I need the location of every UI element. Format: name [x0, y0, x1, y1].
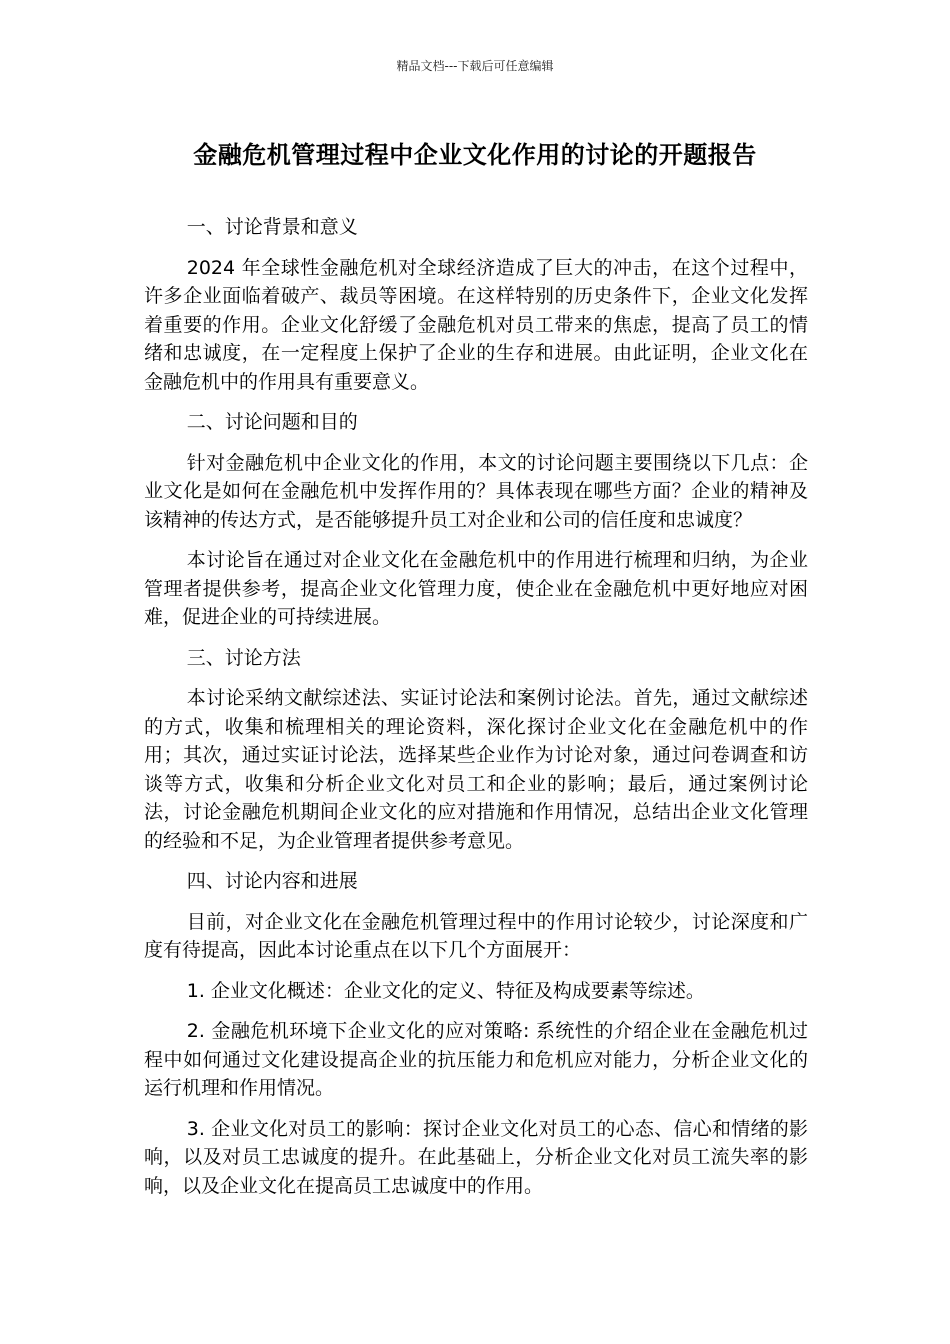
- paragraph-content-intro: 目前，对企业文化在金融危机管理过程中的作用讨论较少，讨论深度和广度有待提高，因此本讨论重点在以下几个方面展开：: [144, 910, 808, 961]
- list-item: 2. 金融危机环境下企业文化的应对策略: 系统性的介绍企业在金融危机过程中如何通过文化建设提高企业的抗压能力和危机应对能力，分析企业文化的运行机理和作用情况。: [144, 1020, 808, 1099]
- paragraph-questions: 针对金融危机中企业文化的作用，本文的讨论问题主要围绕以下几点：企业文化是如何在金融危机中发挥作用的？具体表现在哪些方面？企业的精神及该精神的传达方式，是否能够提升员工对企业和公司的信任度和忠诚度？: [144, 451, 808, 531]
- list-item: 1. 企业文化概述：企业文化的定义、特征及构成要素等综述。: [186, 979, 705, 1002]
- paragraph-methods: 本讨论采纳文献综述法、实证讨论法和案例讨论法。首先，通过文献综述的方式，收集和梳理相关的理论资料，深化探讨企业文化在金融危机中的作用；其次，通过实证讨论法，选择某些企业作为讨论对象，通过问卷调查和访谈等方式，收集和分析企业文化对员工和企业的影响；最后，通过案例讨论法，讨论金融危机期间企业文化的应对措施和作用情况，总结出企业文化管理的经验和不足，为企业管理者提供参考意见。: [144, 687, 808, 852]
- document-body: [144, 213, 808, 1212]
- page-title: 金融危机管理过程中企业文化作用的讨论的开题报告: [193, 141, 757, 169]
- paragraph-background: 2024 年全球性金融危机对全球经济造成了巨大的冲击，在这个过程中，许多企业面临着破产、裁员等困境。在这样特别的历史条件下，企业文化发挥着重要的作用。企业文化舒缓了金融危机对员工带来的焦虑，提高了员工的情绪和忠诚度，在一定程度上保护了企业的生存和进展。由此证明，企业文化在金融危机中的作用具有重要意义。: [144, 256, 808, 393]
- list-item: 3. 企业文化对员工的影响：探讨企业文化对员工的心态、信心和情绪的影响，以及对员工忠诚度的提升。在此基础上，分析企业文化对员工流失率的影响，以及企业文化在提高员工忠诚度中的作用。: [144, 1117, 808, 1197]
- section-heading-content: 四、讨论内容和进展: [186, 870, 358, 892]
- section-heading-questions: 二、讨论问题和目的: [186, 411, 358, 433]
- section-heading-methods: 三、讨论方法: [186, 646, 301, 669]
- header-note: 精品文档---下载后可任意编辑: [396, 59, 554, 73]
- paragraph-purpose: 本讨论旨在通过对企业文化在金融危机中的作用进行梳理和归纳，为企业管理者提供参考，提高企业文化管理力度，使企业在金融危机中更好地应对困难，促进企业的可持续进展。: [144, 549, 808, 628]
- section-heading-background: 一、讨论背景和意义: [186, 216, 358, 238]
